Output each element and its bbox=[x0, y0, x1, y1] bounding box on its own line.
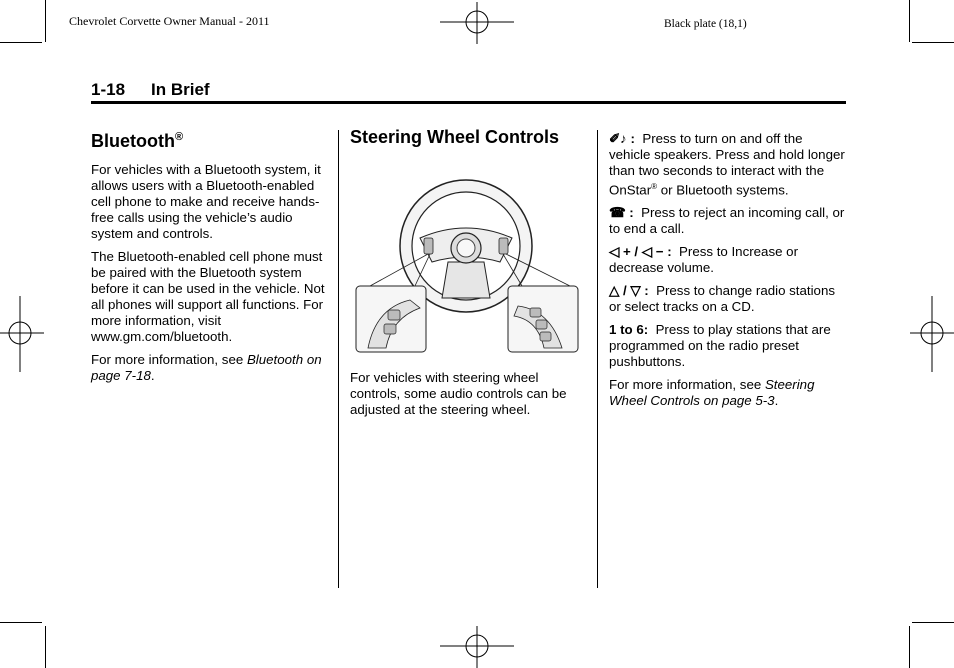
bluetooth-reference: For more information, see Bluetooth on page 7-18. bbox=[91, 352, 322, 383]
steering-wheel-illustration bbox=[350, 158, 586, 362]
seek-up-icon: △ bbox=[609, 283, 620, 299]
crop-mark bbox=[909, 626, 910, 668]
section-title: In Brief bbox=[151, 80, 210, 99]
crop-mark bbox=[912, 42, 954, 43]
manual-title: Chevrolet Corvette Owner Manual - 2011 bbox=[69, 14, 270, 28]
column-divider bbox=[338, 130, 339, 588]
crop-mark bbox=[45, 626, 46, 668]
controls-reference: For more information, see Steering Wheel Controls on page 5-3. bbox=[609, 377, 815, 409]
volume-up-icon: ◁ bbox=[609, 244, 620, 260]
push-to-talk-icon: ✐♪ bbox=[609, 131, 627, 146]
bluetooth-page-link[interactable]: Bluetooth on page 7-18 bbox=[91, 352, 322, 383]
column-divider bbox=[597, 130, 598, 588]
crop-mark bbox=[45, 0, 46, 42]
seek-description: △ / ▽ : Press to change radio stations or select tracks on a CD. bbox=[609, 283, 835, 315]
bluetooth-column bbox=[91, 126, 327, 391]
reject-description: ☎ : Press to reject an incoming call, or to end a call. bbox=[609, 205, 845, 237]
page-number: 1-18 bbox=[91, 80, 126, 99]
steering-controls-page-link[interactable]: Steering Wheel Controls on page 5-3 bbox=[609, 377, 815, 409]
steering-heading: Steering Wheel Controls bbox=[350, 127, 560, 147]
controls-column bbox=[609, 131, 845, 416]
volume-down-icon: ◁ bbox=[641, 244, 653, 260]
registration-mark-top bbox=[440, 2, 514, 46]
volume-description: ◁ + / ◁ − : Press to Increase or decrease volume. bbox=[609, 244, 798, 276]
bluetooth-paragraph: For vehicles with a Bluetooth system, it allows users with a Bluetooth-enabled cell phone to make and receive hands-free calls using the vehicle’s audio system and controls. bbox=[91, 162, 321, 241]
talk-description: ✐♪ : Press to turn on and off the vehicle speakers. Press and hold longer than two seconds to interact with the OnStar® or Bluetooth systems. bbox=[609, 131, 845, 198]
registration-mark-left bbox=[0, 296, 44, 372]
registration-mark-right bbox=[910, 296, 954, 372]
seek-down-icon: ▽ bbox=[630, 283, 641, 299]
bluetooth-heading: Bluetooth® bbox=[91, 131, 184, 151]
crop-mark bbox=[909, 0, 910, 42]
steering-column bbox=[350, 126, 586, 425]
heading-rule bbox=[91, 101, 846, 104]
crop-mark bbox=[0, 622, 42, 623]
end-call-icon: ☎ bbox=[609, 205, 626, 221]
page-heading bbox=[91, 80, 210, 100]
crop-mark bbox=[0, 42, 42, 43]
plate-label: Black plate (18,1) bbox=[664, 18, 747, 30]
steering-caption: For vehicles with steering wheel controls, some audio controls can be adjusted at the steering wheel. bbox=[350, 370, 567, 417]
crop-mark bbox=[912, 622, 954, 623]
registration-mark-bottom bbox=[440, 624, 514, 668]
presets-description: 1 to 6: Press to play stations that are programmed on the radio preset pushbuttons. bbox=[609, 322, 831, 370]
bluetooth-paragraph: The Bluetooth-enabled cell phone must be paired with the Bluetooth system before it can be used in the vehicle. Not all phones will support all functions. For more information, visit www.gm.com/bluetooth. bbox=[91, 249, 325, 344]
